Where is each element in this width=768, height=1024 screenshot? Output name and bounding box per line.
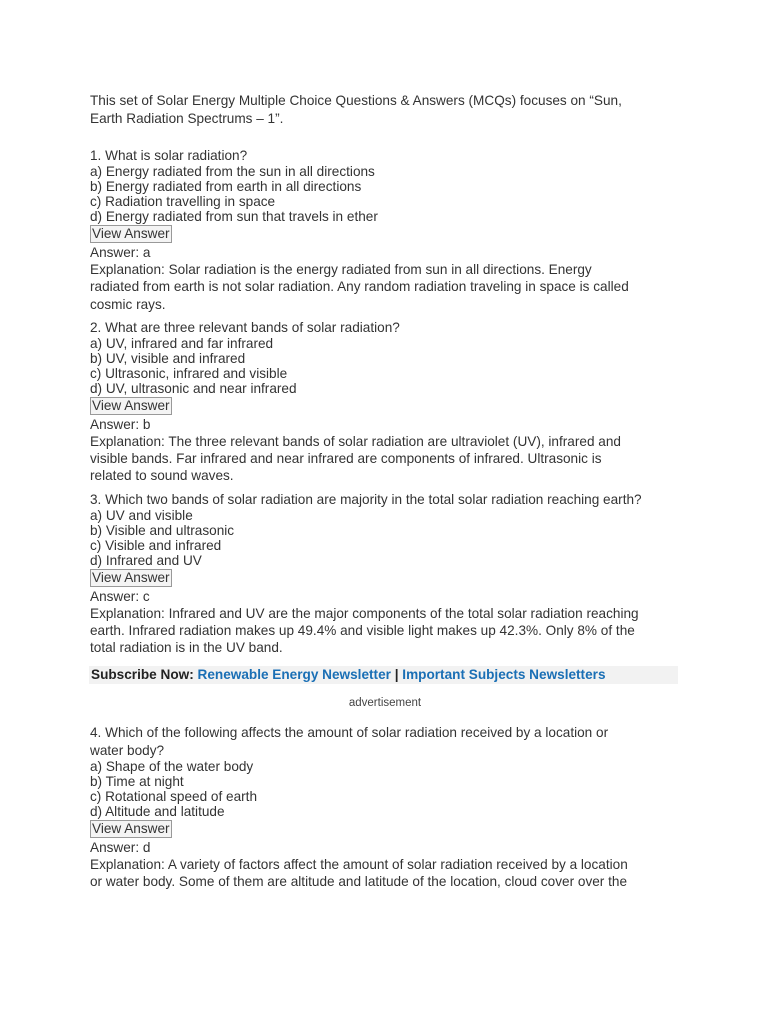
explanation-line: related to sound waves. bbox=[90, 468, 234, 484]
option-a: a) Shape of the water body bbox=[90, 758, 254, 774]
question-block-4 bbox=[90, 724, 680, 890]
answer-text: Answer: b bbox=[90, 417, 151, 433]
question-block-2 bbox=[90, 319, 680, 485]
explanation-line: radiated from earth is not solar radiation. Any random radiation traveling in space is called bbox=[90, 279, 629, 295]
explanation-line: total radiation is in the UV band. bbox=[90, 640, 283, 656]
answer-text: Answer: c bbox=[90, 588, 150, 604]
option-a: a) UV, infrared and far infrared bbox=[90, 336, 274, 352]
renewable-energy-newsletter-link[interactable]: Renewable Energy Newsletter bbox=[197, 667, 391, 683]
question-line: 1. What is solar radiation? bbox=[90, 148, 248, 163]
view-answer-button[interactable]: View Answer bbox=[92, 226, 170, 242]
mcq-article bbox=[90, 92, 680, 896]
explanation-line: Explanation: A variety of factors affect the amount of solar radiation received by a location bbox=[90, 856, 628, 872]
subscribe-label: Subscribe Now: bbox=[91, 667, 194, 683]
advertisement-label: advertisement bbox=[348, 697, 422, 710]
explanation-text bbox=[90, 856, 680, 890]
subscribe-bar bbox=[89, 666, 678, 684]
option-d: d) Energy radiated from sun that travels in ether bbox=[90, 209, 378, 225]
question-line: 3. Which two bands of solar radiation are majority in the total solar radiation reaching earth? bbox=[90, 491, 642, 507]
intro-paragraph bbox=[90, 92, 680, 128]
view-answer-button[interactable]: View Answer bbox=[92, 820, 170, 836]
explanation-line: or water body. Some of them are altitude and latitude of the location, cloud cover over the bbox=[90, 874, 628, 890]
intro-line: Earth Radiation Spectrums – 1”. bbox=[90, 111, 284, 126]
question-text bbox=[90, 147, 680, 164]
question-block-1 bbox=[90, 147, 680, 313]
explanation-line: Explanation: Solar radiation is the energy radiated from sun in all directions. Energy bbox=[90, 262, 592, 278]
option-c: c) Visible and infrared bbox=[90, 537, 222, 553]
question-line: water body? bbox=[90, 742, 165, 758]
intro-line: This set of Solar Energy Multiple Choice Questions & Answers (MCQs) focuses on “Sun, bbox=[90, 93, 622, 108]
question-block-3 bbox=[90, 491, 680, 657]
option-b: b) Time at night bbox=[90, 773, 184, 789]
explanation-line: visible bands. Far infrared and near infrared are components of infrared. Ultrasonic is bbox=[90, 451, 602, 467]
explanation-line: Explanation: The three relevant bands of solar radiation are ultraviolet (UV), infrared and bbox=[90, 434, 621, 450]
explanation-line: earth. Infrared radiation makes up 49.4% and visible light makes up 42.3%. Only 8% of the bbox=[90, 623, 635, 639]
option-c: c) Radiation travelling in space bbox=[90, 194, 276, 210]
question-text bbox=[90, 319, 680, 336]
question-text bbox=[90, 491, 680, 508]
option-b: b) Visible and ultrasonic bbox=[90, 522, 235, 538]
subscribe-separator: | bbox=[394, 667, 399, 683]
explanation-text bbox=[90, 605, 680, 657]
option-d: d) Altitude and latitude bbox=[90, 803, 225, 819]
option-b: b) Energy radiated from earth in all directions bbox=[90, 179, 362, 195]
explanation-line: cosmic rays. bbox=[90, 296, 166, 312]
question-line: 2. What are three relevant bands of solar radiation? bbox=[90, 319, 400, 335]
option-b: b) UV, visible and infrared bbox=[90, 351, 246, 367]
important-subjects-newsletters-link[interactable]: Important Subjects Newsletters bbox=[402, 667, 606, 683]
question-line: 4. Which of the following affects the amount of solar radiation received by a location or bbox=[90, 725, 609, 741]
option-a: a) Energy radiated from the sun in all directions bbox=[90, 164, 375, 180]
view-answer-button[interactable]: View Answer bbox=[92, 398, 170, 414]
explanation-text bbox=[90, 261, 680, 313]
option-d: d) UV, ultrasonic and near infrared bbox=[90, 381, 297, 397]
answer-text: Answer: d bbox=[90, 839, 151, 855]
answer-text: Answer: a bbox=[90, 245, 151, 261]
explanation-line: Explanation: Infrared and UV are the major components of the total solar radiation reaching bbox=[90, 605, 639, 621]
view-answer-button[interactable]: View Answer bbox=[92, 569, 170, 585]
option-d: d) Infrared and UV bbox=[90, 552, 202, 568]
question-text bbox=[90, 724, 680, 758]
option-c: c) Rotational speed of earth bbox=[90, 788, 258, 804]
option-a: a) UV and visible bbox=[90, 507, 193, 523]
option-c: c) Ultrasonic, infrared and visible bbox=[90, 366, 288, 382]
explanation-text bbox=[90, 433, 680, 485]
